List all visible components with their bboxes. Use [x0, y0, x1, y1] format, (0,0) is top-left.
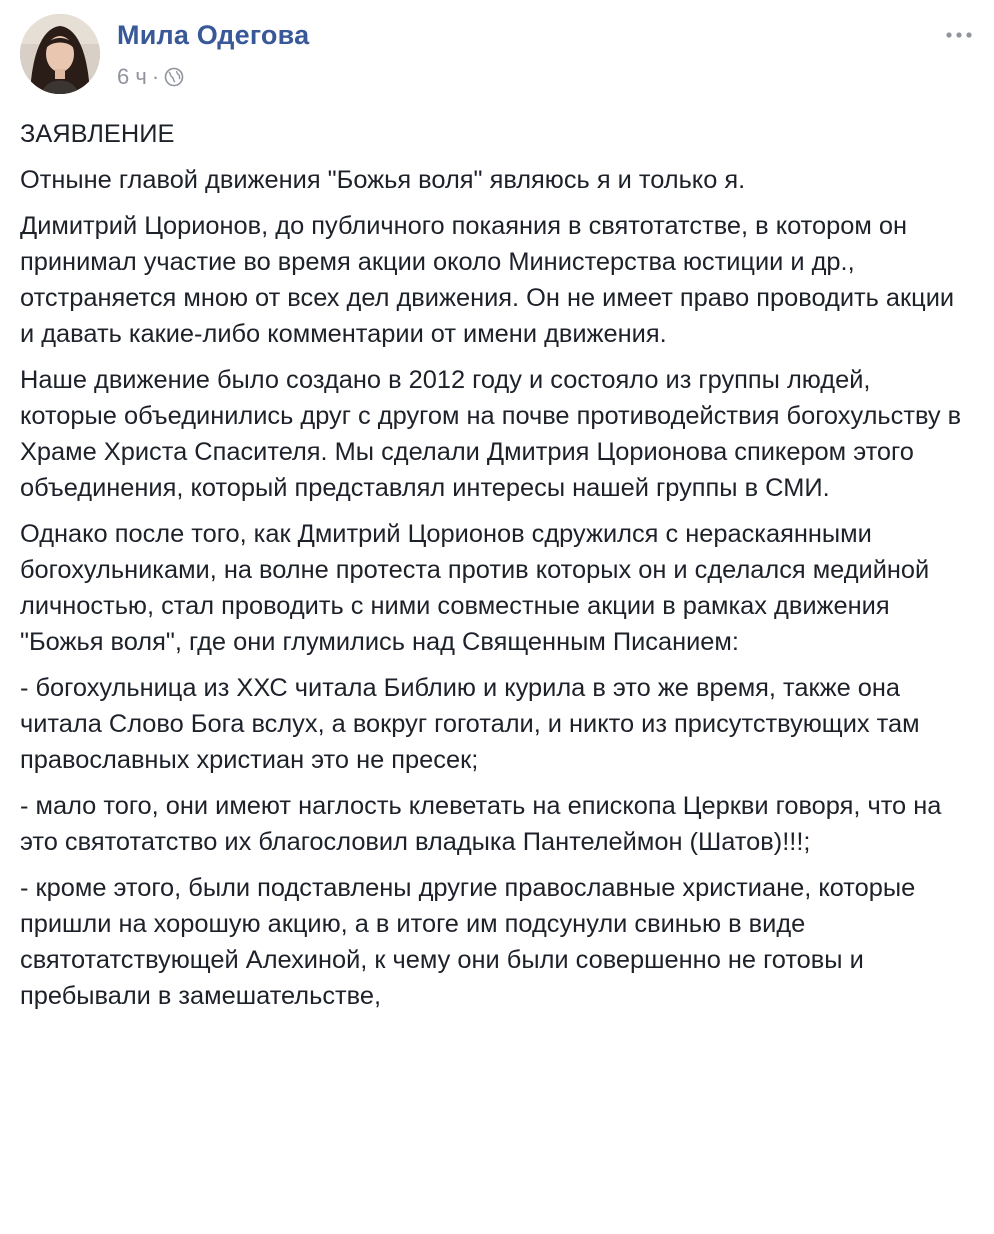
post-meta: [117, 64, 184, 90]
avatar-photo: [20, 14, 100, 94]
meta-separator: ·: [151, 64, 160, 89]
post-paragraph: Отныне главой движения "Божья воля" являюсь я и только я.: [20, 166, 746, 194]
post-body: [20, 116, 970, 1024]
post-header: [20, 14, 974, 98]
post-paragraph: - кроме этого, были подставлены другие православные христиане, которые пришли на хорошую акцию, а в итоге им подсунули свинью в виде святотатствующей Алехиной, к чему они были совершенно не готовы и пребывали в замешательстве,: [20, 874, 916, 1010]
more-options-icon[interactable]: [944, 28, 974, 42]
post-paragraph: Димитрий Цорионов, до публичного покаяния в святотатстве, в котором он принимал участие во время акции около Министерства юстиции и др., отстраняется мною от всех дел движения. Он не имеет право проводить акции и давать какие-либо комментарии от имени движения.: [20, 212, 955, 348]
post-timestamp[interactable]: 6 ч: [117, 64, 147, 89]
post-paragraph: - богохульница из ХХС читала Библию и курила в это же время, также она читала Слово Бога вслух, а вокруг гоготали, и никто из присутствующих там православных христиан это не пресек;: [20, 674, 920, 774]
globe-icon[interactable]: [164, 67, 184, 87]
post-paragraph: ЗАЯВЛЕНИЕ: [20, 120, 175, 148]
post-paragraph: Однако после того, как Дмитрий Цорионов сдружился с нераскаянными богохульниками, на волне протеста против которых он и сделался медийной личностью, стал проводить с ними совместные акции в рамках движения "Божья воля", где они глумились над Священным Писанием:: [20, 520, 930, 656]
post-paragraph: Наше движение было создано в 2012 году и состояло из группы людей, которые объединились друг с другом на почве противодействия богохульству в Храме Христа Спасителя. Мы сделали Дмитрия Цорионова спикером этого объединения, который представлял интересы нашей группы в СМИ.: [20, 366, 962, 502]
post-paragraph: - мало того, они имеют наглость клеветать на епископа Церкви говоря, что на это святотатство их благословил владыка Пантелеймон (Шатов)!!!;: [20, 792, 942, 856]
avatar[interactable]: [20, 14, 100, 94]
author-name-link[interactable]: Мила Одегова: [117, 20, 310, 50]
